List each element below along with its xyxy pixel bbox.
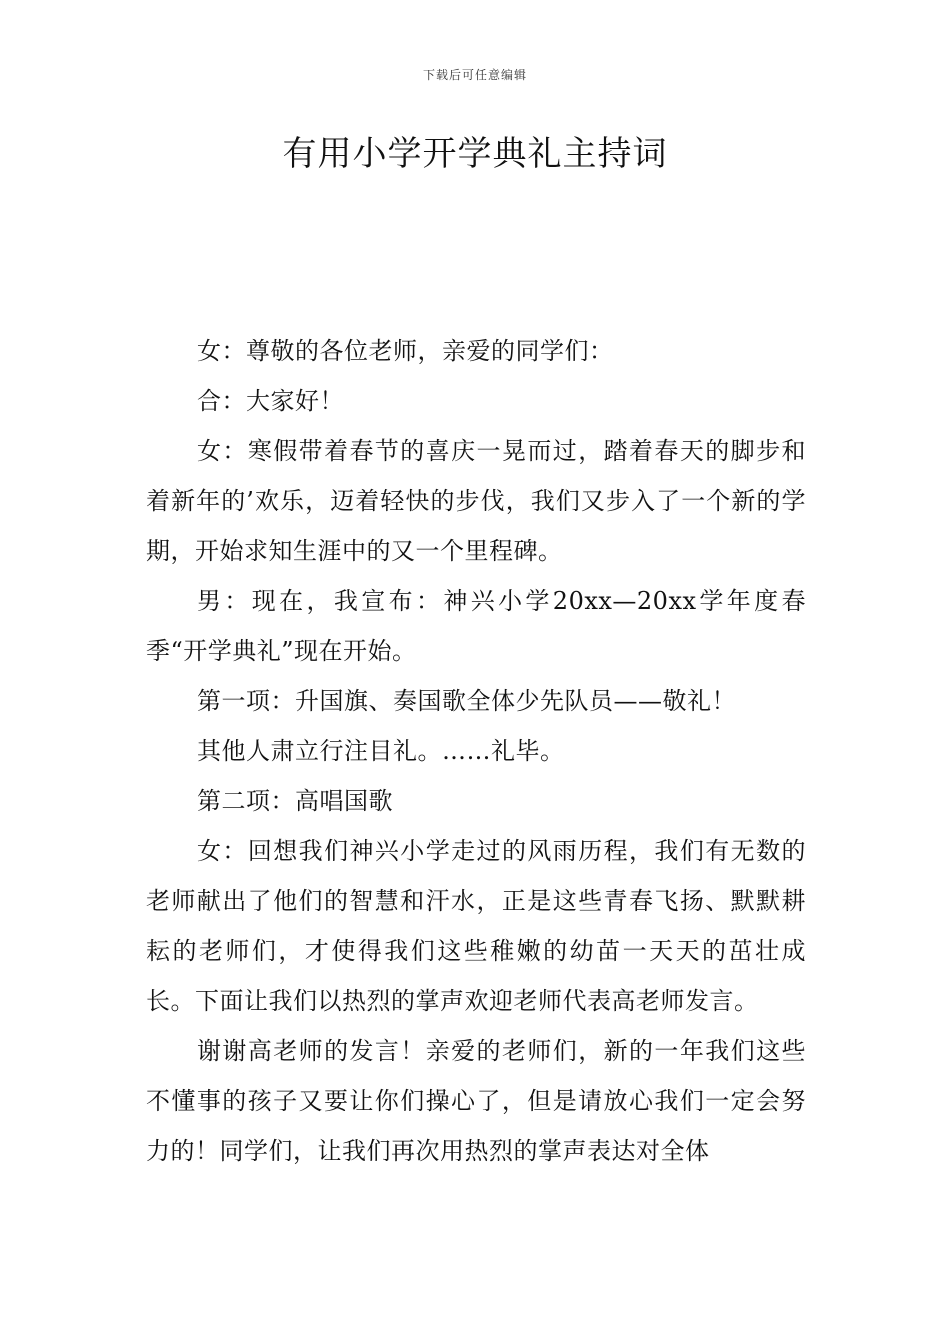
paragraph: 其他人肃立行注目礼。……礼毕。 (197, 737, 565, 765)
paragraph: 第一项：升国旗、奏国歌全体少先队员——敬礼！ (197, 687, 736, 715)
paragraph: 第二项：高唱国歌 (197, 787, 393, 815)
paragraph: 女：回想我们神兴小学走过的风雨历程，我们有无数的老师献出了他们的智慧和汗水，正是这些青春飞扬、默默耕耘的老师们，才使得我们这些稚嫩的幼苗一天天的茁壮成长。下面让我们以热烈的掌声欢迎老师代表高老师发言。 (146, 837, 806, 1015)
paragraph: 谢谢高老师的发言！亲爱的老师们，新的一年我们这些不懂事的孩子又要让你们操心了，但是请放心我们一定会努力的！同学们，让我们再次用热烈的掌声表达对全体 (146, 1037, 806, 1165)
document-body (146, 326, 806, 1176)
paragraph: 女：寒假带着春节的喜庆一晃而过，踏着春天的脚步和着新年的’欢乐，迈着轻快的步伐，我们又步入了一个新的学期，开始求知生涯中的又一个里程碑。 (146, 437, 806, 565)
header-note: 下载后可任意编辑 (422, 68, 527, 82)
document-title: 有用小学开学典礼主持词 (282, 134, 668, 174)
paragraph: 合：大家好！ (197, 387, 344, 415)
paragraph: 女：尊敬的各位老师，亲爱的同学们： (197, 337, 614, 365)
paragraph: 男：现在，我宣布：神兴小学20xx—20xx学年度春季“开学典礼”现在开始。 (146, 587, 806, 665)
